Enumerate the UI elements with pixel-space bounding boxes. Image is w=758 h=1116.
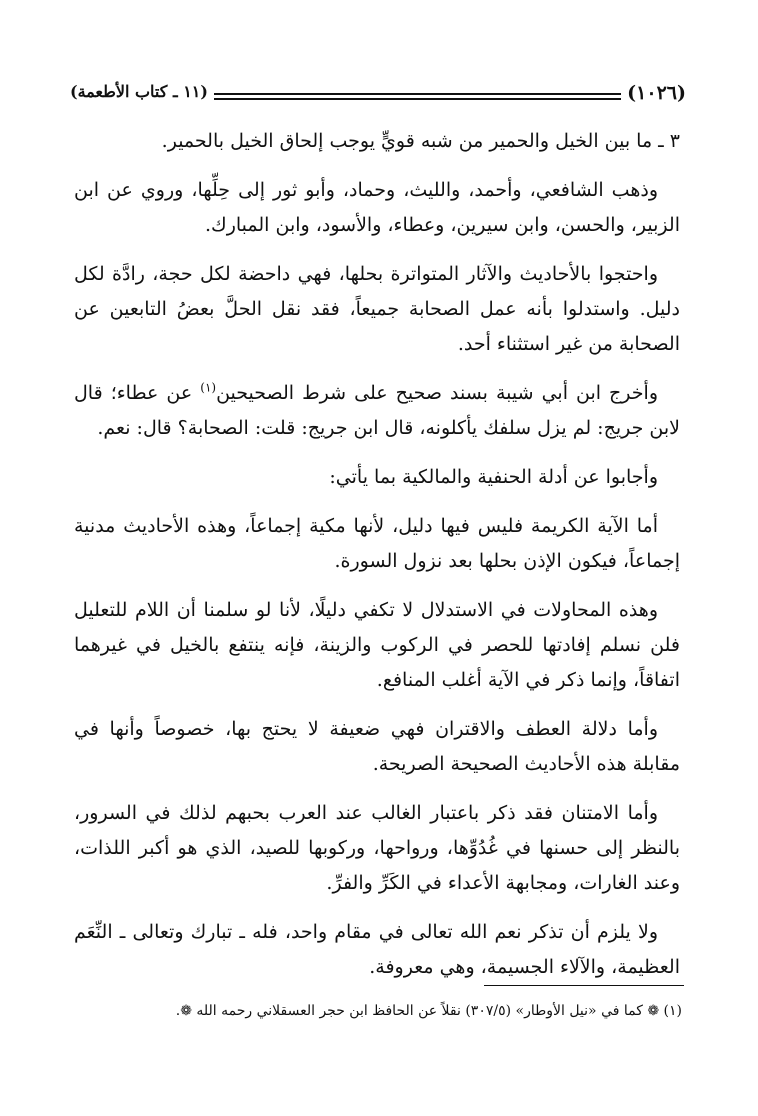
paragraph-rest: عن عطاء؛ قال لابن جريج: لم يزل سلفك يأكلونه، قال ابن جريج: قلت: الصحابة؟ قال: نعم. — [74, 382, 680, 439]
paragraph: واحتجوا بالأحاديث والآثار المتواترة بحلها، فهي داحضة لكل حجة، رادَّة لكل دليل. واستدلوا بأنه عمل الصحابة جميعاً، فقد نقل الحلَّ بعضُ التابعين عن الصحابة من غير استثناء أحد. — [74, 263, 680, 355]
page-number: (١٠٢٦) — [621, 82, 686, 104]
paragraph: ولا يلزم أن تذكر نعم الله تعالى في مقام واحد، فله ـ تبارك وتعالى ـ النِّعَم العظيمة، والآلاء الجسيمة، وهي معروفة. — [74, 921, 680, 978]
paragraph: وأجابوا عن أدلة الحنفية والمالكية بما يأتي: — [329, 466, 658, 488]
footnote-reference[interactable]: (١) — [200, 380, 217, 395]
paragraph-lead: وأخرج ابن أبي شيبة بسند صحيح على شرط الصحيحين — [216, 382, 658, 404]
paragraph: وذهب الشافعي، وأحمد، والليث، وحماد، وأبو ثور إلى حِلِّها، وروي عن ابن الزبير، والحسن، وابن سيرين، وعطاء، والأسود، وابن المبارك. — [74, 179, 680, 236]
footnote-rule — [484, 985, 684, 986]
paragraph: ٣ ـ ما بين الخيل والحمير من شبه قويٍّ يوجب إلحاق الخيل بالحمير. — [161, 130, 680, 152]
paragraph-with-footnote — [74, 376, 680, 446]
chapter-title: (١١ ـ كتاب الأطعمة) — [70, 82, 214, 101]
paragraph: وهذه المحاولات في الاستدلال لا تكفي دليلًا، لأنا لو سلمنا أن اللام للتعليل فلن نسلم إفادتها للحصر في الركوب والزينة، فإنه ينتفع بالخيل في غيرهما اتفاقاً، وإنما ذكر في الآية أغلب المنافع. — [74, 599, 680, 691]
body-text — [74, 124, 680, 999]
paragraph: وأما الامتنان فقد ذكر باعتبار الغالب عند العرب بحبهم لذلك في السرور، بالنظر إلى حسنها في غُدُوِّها، ورواحها، وركوبها للصيد، الذي هو أكبر اللذات، وعند الغارات، ومجابهة الأعداء في الكَرِّ والفرِّ. — [74, 802, 680, 894]
footnote — [74, 996, 682, 1026]
footnote-text: (١) ❁ كما في «نيل الأوطار» (٣٠٧/٥) نقلاً عن الحافظ ابن حجر العسقلاني رحمه الله ❁. — [175, 1003, 682, 1019]
running-header — [70, 80, 686, 110]
paragraph: وأما دلالة العطف والاقتران فهي ضعيفة لا يحتج بها، خصوصاً وأنها في مقابلة هذه الأحاديث الصحيحة الصريحة. — [74, 718, 680, 775]
paragraph: أما الآية الكريمة فليس فيها دليل، لأنها مكية إجماعاً، وهذه الأحاديث مدنية إجماعاً، فيكون الإذن بحلها بعد نزول السورة. — [74, 515, 680, 572]
